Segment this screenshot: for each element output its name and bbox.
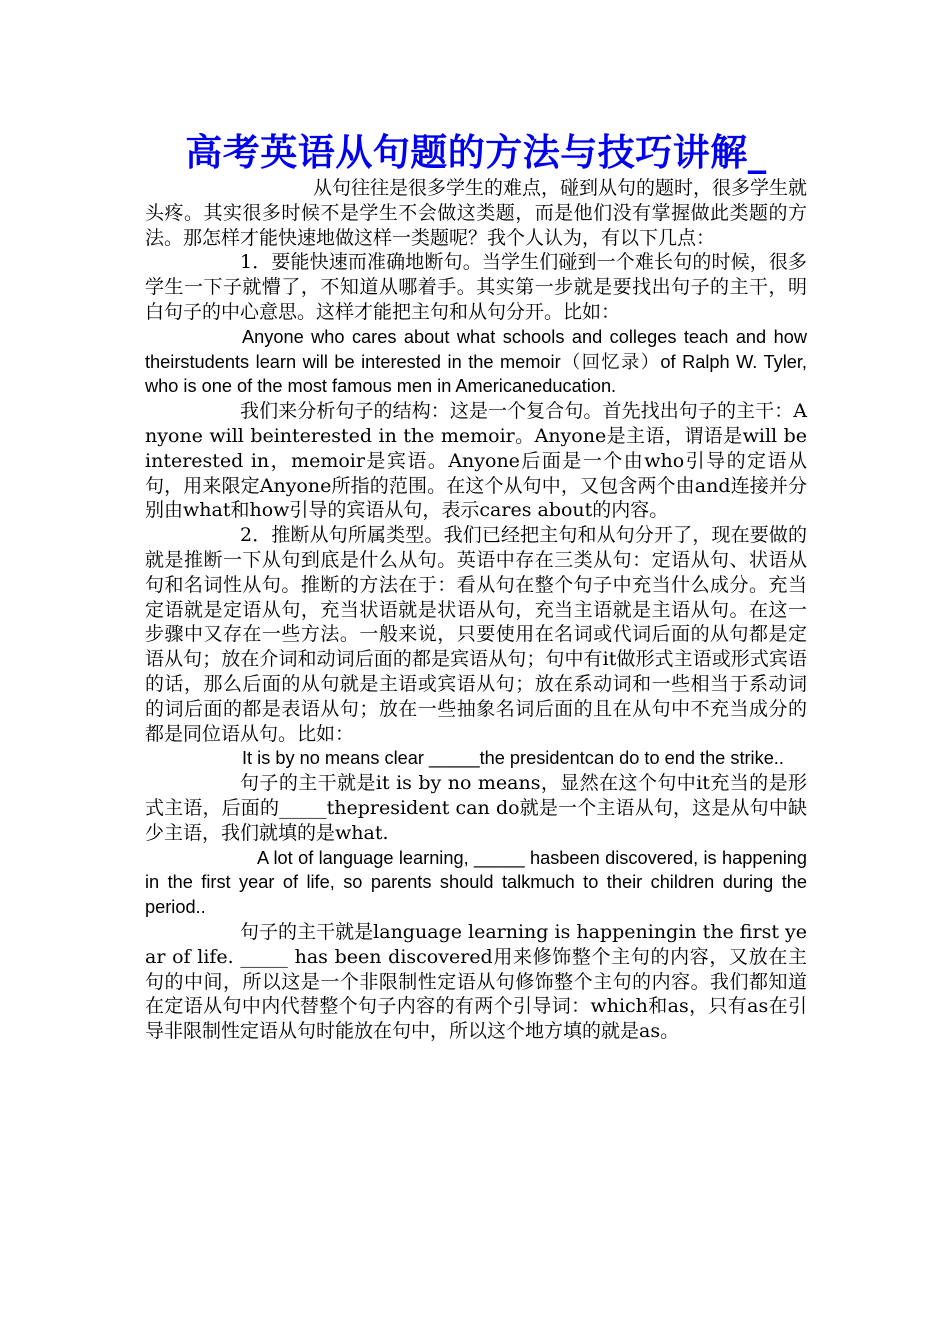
document-title: 高考英语从句题的方法与技巧讲解_ <box>185 130 767 174</box>
example-sentence-1: Anyone who cares about what schools and colleges teach and how theirstudents learn will be interested in the memoir（回忆录）of Ralph W. Tyler, who is one of the most famous men in Americaneducation. <box>145 326 807 397</box>
document-page <box>145 128 807 1044</box>
analysis-paragraph-3: 句子的主干就是language learning is happeningin the first year of life. _____ has been discovered用来修饰整个主句的内容，又放在主句的中间，所以这是一个非限制性定语从句修饰整个主句的内容。我们都知道在定语从句中内代替整个句子内容的有两个引导词：which和as，只有as在引导非限制性定语从句时能放在句中，所以这个地方填的就是as。 <box>145 920 807 1043</box>
example-sentence-3: A lot of language learning, _____ hasbeen discovered, is happening in the first year of life, so parents should talkmuch to their children during the period.. <box>145 847 807 918</box>
example-sentence-2: It is by no means clear _____the presidentcan do to end the strike.. <box>242 748 784 769</box>
intro-paragraph: 从句往往是很多学生的难点，碰到从句的题时，很多学生就头疼。其实很多时候不是学生不会做这类题，而是他们没有掌握做此类题的方法。那怎样才能快速地做这样一类题呢？我个人认为，有以下几点： <box>145 177 808 249</box>
point-2-paragraph: 2．推断从句所属类型。我们已经把主句和从句分开了，现在要做的就是推断一下从句到底是什么从句。英语中存在三类从句：定语从句、状语从句和名词性从句。推断的方法在于：看从句在整个句子中充当什么成分。充当定语就是定语从句，充当状语就是状语从句，充当主语就是主语从句。在这一步骤中又存在一些方法。一般来说，只要使用在名词或代词后面的从句都是定语从句；放在介词和动词后面的都是宾语从句；句中有it做形式主语或形式宾语的话，那么后面的从句就是主语或宾语从句；放在系动词和一些相当于系动词的词后面的都是表语从句；放在一些抽象名词后面的且在从句中不充当成分的都是同位语从句。比如： <box>145 524 807 745</box>
point-1-paragraph: 1．要能快速而准确地断句。当学生们碰到一个难长句的时候，很多学生一下子就懵了，不知道从哪着手。其实第一步就是要找出句子的主干，明白句子的中心意思。这样才能把主句和从句分开。比如： <box>145 251 807 323</box>
analysis-paragraph-2: 句子的主干就是it is by no means，显然在这个句中it充当的是形式主语，后面的_____thepresident can do就是一个主语从句，这是从句中缺少主语，我们就填的是what. <box>145 772 807 844</box>
analysis-paragraph-1: 我们来分析句子的结构：这是一个复合句。首先找出句子的主干：Anyone will beinterested in the memoir。Anyone是主语，谓语是will be interested in，memoir是宾语。Anyone后面是一个由who引导的定语从句，用来限定Anyone所指的范围。在这个从句中，又包含两个由and连接并分别由what和how引导的宾语从句，表示cares about的内容。 <box>145 400 807 522</box>
